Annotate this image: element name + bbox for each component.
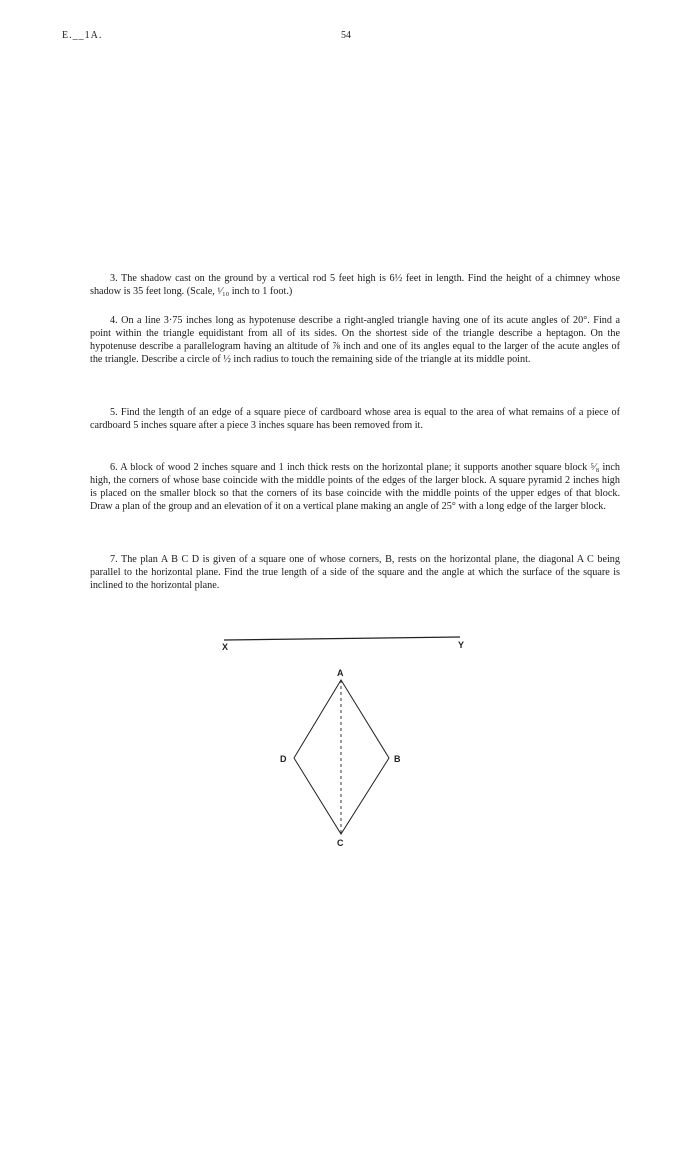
label-c: C <box>337 838 344 848</box>
label-a: A <box>337 668 344 678</box>
document-reference: E.__1A. <box>62 30 103 41</box>
question-6: 6. A block of wood 2 inches square and 1 inch thick rests on the horizontal plane; it supports another square block ⁵⁄₈ inch high, the corners of whose base coincide with the middle points of the edges of the larger block. A square pyramid 2 inches high is placed on the smaller block so that the corners of its base coincide with the middle points of the upper edges of that block. Draw a plan of the group and an elevation of it on a vertical plane making an angle of 25° with a long edge of the larger block. <box>90 462 620 512</box>
question-4: 4. On a line 3·75 inches long as hypotenuse describe a right-angled triangle having one of its acute angles of 20°. Find a point within the triangle equidistant from all of its sides. On the shortest side of the triangle describe a heptagon. On the hypotenuse describe a parallelogram having an altitude of ⅞ inch and one of its angles equal to the larger of the acute angles of the triangle. Describe a circle of ½ inch radius to touch the remaining side of the triangle at its middle point. <box>90 315 620 365</box>
question-7: 7. The plan A B C D is given of a square one of whose corners, B, rests on the horizontal plane, the diagonal A C being parallel to the horizontal plane. Find the true length of a side of the square and the angle at which the surface of the square is inclined to the horizontal plane. <box>90 554 620 591</box>
label-d: D <box>280 754 287 764</box>
question-3: 3. The shadow cast on the ground by a vertical rod 5 feet high is 6½ feet in length. Find the height of a chimney whose shadow is 35 feet long. (Scale, ¹⁄₁₀ inch to 1 foot.) <box>90 273 620 297</box>
page-number: 54 <box>341 30 351 41</box>
question-5: 5. Find the length of an edge of a square piece of cardboard whose area is equal to the area of what remains of a piece of cardboard 5 inches square after a piece 3 inches square has been removed from it. <box>90 407 620 431</box>
label-y: Y <box>458 640 465 650</box>
label-b: B <box>394 754 401 764</box>
square-plan-abcd <box>294 680 389 834</box>
label-x: X <box>222 642 229 652</box>
xy-ground-line <box>224 637 460 640</box>
